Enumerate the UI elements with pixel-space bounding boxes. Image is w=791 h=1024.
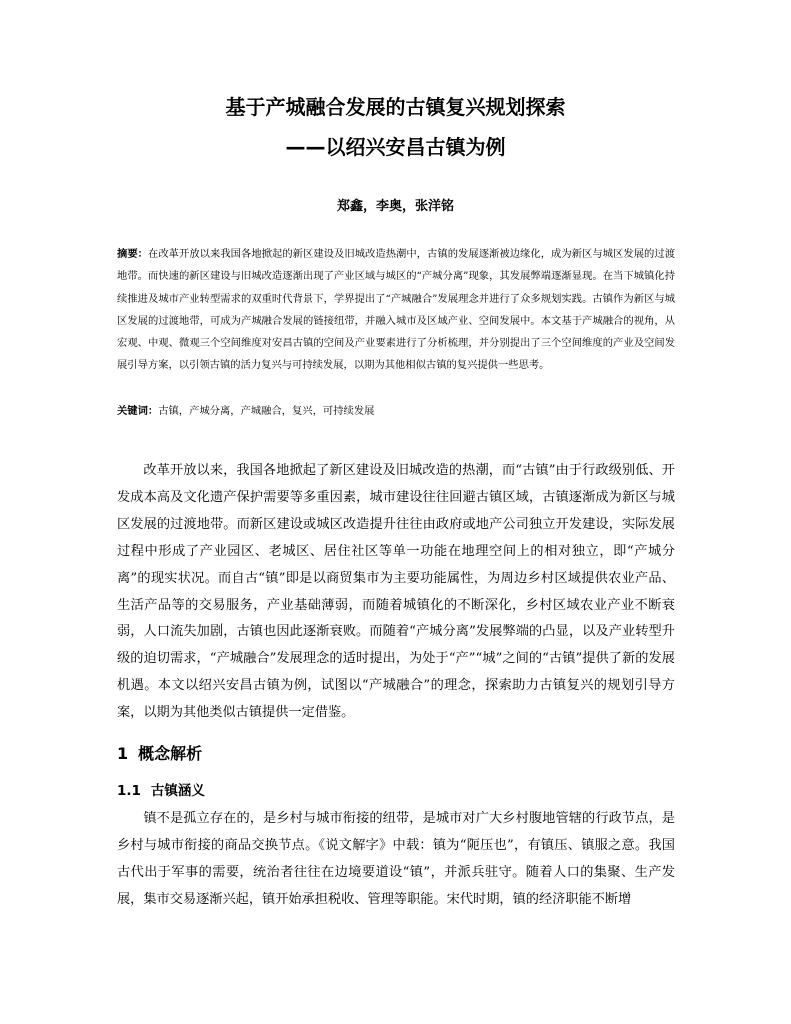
keywords <box>117 402 675 420</box>
section-1-number: 1 <box>117 744 129 763</box>
section-1-1-paragraph: 镇不是孤立存在的，是乡村与城市衔接的纽带，是城市对广大乡村腹地管辖的行政节点，是乡村与城市衔接的商品交换节点。《说文解字》中载：镇为“阨压也”，有镇压、镇服之意。我国古代出于军事的需要，统治者往往在边境要道设“镇”，并派兵驻守。随着人口的集聚、生产发展，集市交易逐渐兴起，镇开始承担税收、管理等职能。宋代时期，镇的经济职能不断增 <box>117 811 675 907</box>
section-1-1-number: 1.1 <box>117 783 141 799</box>
keywords-label: 关键词： <box>117 405 159 417</box>
abstract-text: 在改革开放以来我国各地掀起的新区建设及旧城改造热潮中，古镇的发展逐渐被边缘化，成为新区与城区发展的过渡地带。而快速的新区建设与旧城改造逐渐出现了产业区域与城区的“产城分离”现象，其发展弊端逐渐显现。在当下城镇化持续推进及城市产业转型需求的双重时代背景下，学界提出了“产城融合”发展理念并进行了众多规划实践。古镇作为新区与城区发展的过渡地带，可成为产城融合发展的链接纽带，并融入城市及区域产业、空间发展中。本文基于产城融合的视角，从宏观、中观、微观三个空间维度对安昌古镇的空间及产业要素进行了分析梳理，并分别提出了三个空间维度的产业及空间发展引导方案，以引领古镇的活力复兴与可持续发展，以期为其他相似古镇的复兴提供一些思考。 <box>117 248 676 372</box>
paper-title: 基于产城融合发展的古镇复兴规划探索 <box>225 95 566 119</box>
section-1-1-heading <box>117 781 205 801</box>
section-1-title: 概念解析 <box>138 744 203 763</box>
author-list: 郑鑫，李奥，张洋铭 <box>336 199 454 214</box>
abstract <box>117 243 675 377</box>
keywords-text: 古镇，产城分离，产城融合，复兴，可持续发展 <box>158 405 375 417</box>
intro-paragraph: 改革开放以来，我国各地掀起了新区建设及旧城改造的热潮，而“古镇”由于行政级别低、开发成本高及文化遗产保护需要等多重因素，城市建设往往回避古镇区域，古镇逐渐成为新区与城区发展的过渡地带。而新区建设或城区改造提升往往由政府或地产公司独立开发建设，实际发展过程中形成了产业园区、老城区、居住社区等单一功能在地理空间上的相对独立，即“产城分离”的现实状况。而自古“镇”即是以商贸集市为主要功能属性，为周边乡村区域提供农业产品、生活产品等的交易服务，产业基础薄弱，而随着城镇化的不断深化，乡村区域农业产业不断衰弱，人口流失加剧，古镇也因此逐渐衰败。而随着“产城分离”发展弊端的凸显，以及产业转型升级的迫切需求，“产城融合”发展理念的适时提出，为处于“产”“城”之间的“古镇”提供了新的发展机遇。本文以绍兴安昌古镇为例，试图以“产城融合”的理念，探索助力古镇复兴的规划引导方案，以期为其他类似古镇提供一定借鉴。 <box>117 463 675 721</box>
abstract-label: 摘要： <box>117 248 149 260</box>
paper-subtitle: ——以绍兴安昌古镇为例 <box>285 135 506 159</box>
section-1-1-title: 古镇涵义 <box>150 783 205 799</box>
section-1-heading <box>117 743 202 765</box>
